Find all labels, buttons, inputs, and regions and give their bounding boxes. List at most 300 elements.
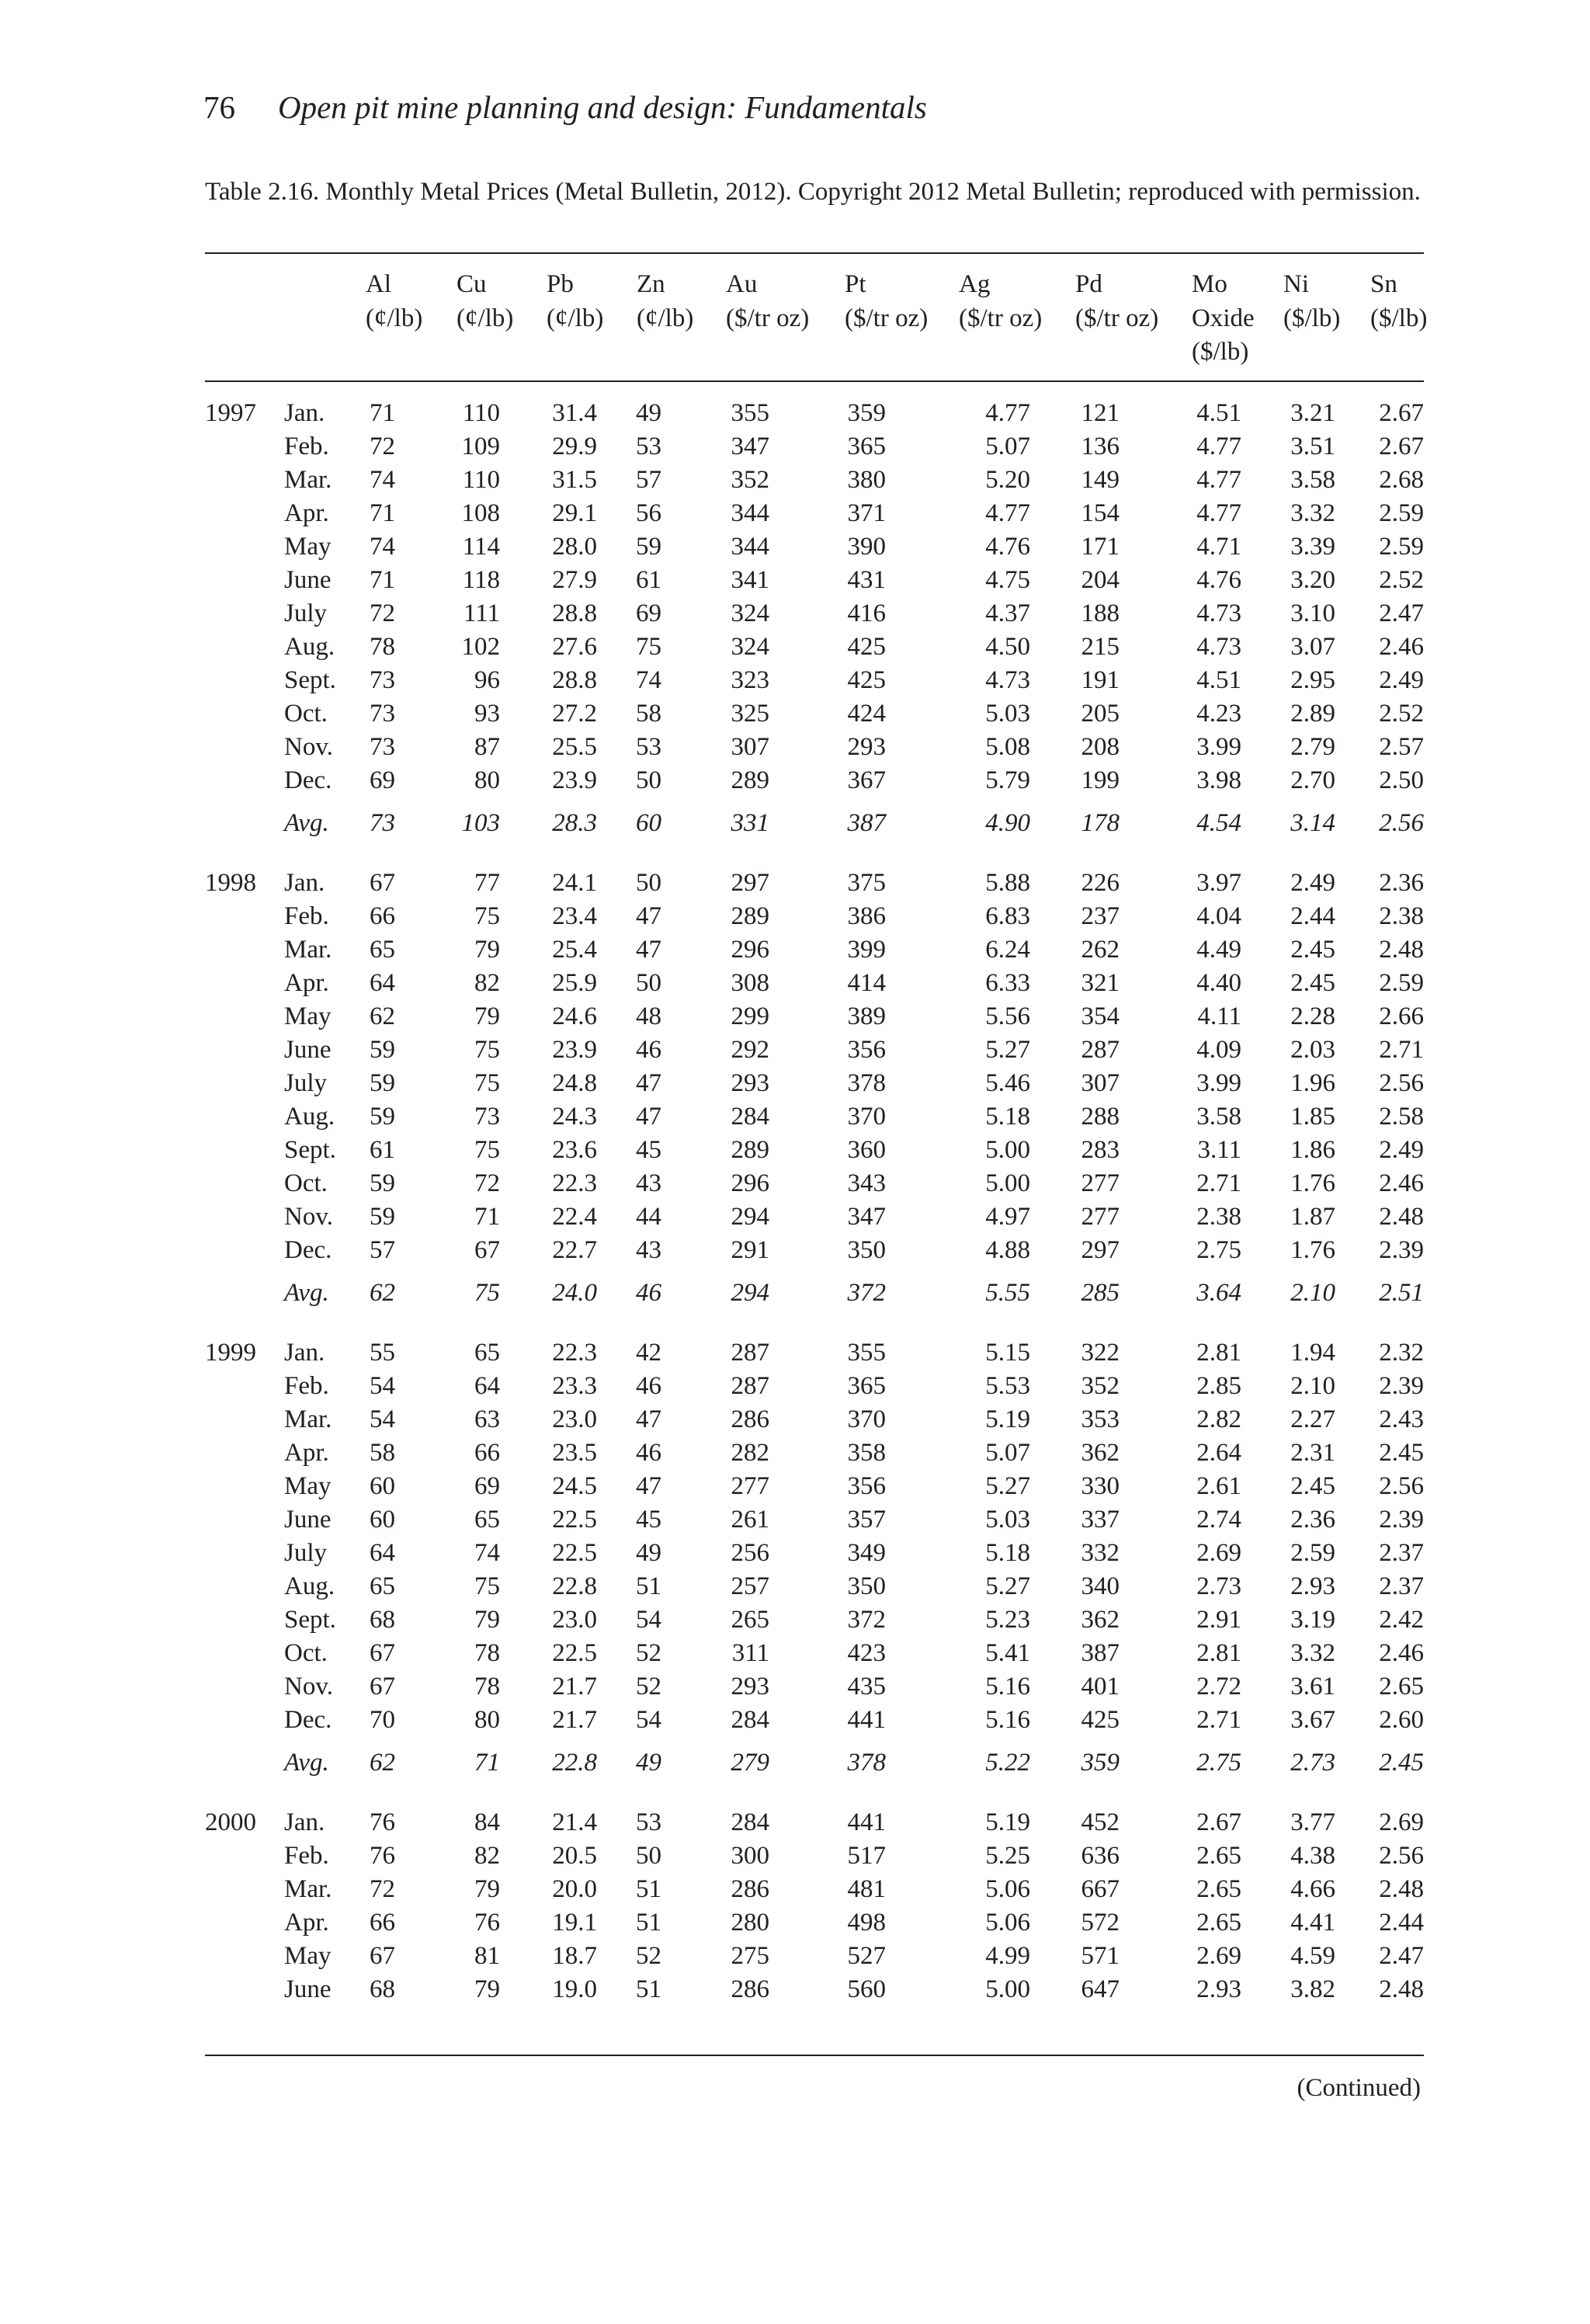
value-cell: 481 [847,1875,886,1903]
value-cell: 2.45 [1290,936,1335,964]
value-cell: 370 [847,1405,886,1433]
value-cell: 79 [474,1875,500,1903]
column-header-name: Zn [637,270,665,298]
value-cell: 54 [636,1706,661,1734]
table-row [0,1436,1590,1470]
table-row [0,1100,1590,1134]
value-cell: 56 [636,499,661,527]
month-cell: Feb. [284,1842,329,1870]
value-cell: 75 [474,1279,500,1307]
value-cell: 2.81 [1196,1339,1241,1367]
average-label-cell: Avg. [284,1749,329,1777]
value-cell: 2.49 [1379,1136,1424,1164]
value-cell: 4.11 [1197,1002,1241,1030]
value-cell: 65 [370,936,395,964]
value-cell: 21.4 [552,1808,597,1836]
value-cell: 215 [1081,633,1120,661]
value-cell: 84 [474,1808,500,1836]
value-cell: 2.52 [1379,566,1424,594]
table-row [0,1067,1590,1100]
month-cell: Apr. [284,1909,329,1937]
value-cell: 4.77 [985,499,1030,527]
value-cell: 527 [847,1942,886,1970]
month-cell: June [284,566,332,594]
value-cell: 103 [461,809,500,837]
value-cell: 75 [474,1069,500,1097]
table-row [0,731,1590,764]
column-header-name: Pb [547,270,574,298]
value-cell: 63 [474,1405,500,1433]
value-cell: 2.56 [1379,1069,1424,1097]
value-cell: 5.79 [985,766,1030,794]
value-cell: 74 [636,666,661,694]
value-cell: 5.16 [985,1706,1030,1734]
value-cell: 23.9 [552,1036,597,1064]
value-cell: 49 [636,1539,661,1567]
value-cell: 18.7 [552,1942,597,1970]
value-cell: 3.64 [1196,1279,1241,1307]
value-cell: 22.7 [552,1236,597,1264]
value-cell: 2.75 [1196,1749,1241,1777]
value-cell: 352 [731,466,769,494]
value-cell: 3.07 [1290,633,1335,661]
value-cell: 68 [370,1606,395,1634]
value-cell: 71 [370,499,395,527]
value-cell: 365 [847,432,886,460]
value-cell: 22.5 [552,1539,597,1567]
value-cell: 441 [847,1706,886,1734]
value-cell: 75 [474,1036,500,1064]
value-cell: 347 [847,1203,886,1231]
table-row [0,697,1590,731]
value-cell: 2.59 [1290,1539,1335,1567]
value-cell: 2.60 [1379,1706,1424,1734]
value-cell: 154 [1081,499,1120,527]
month-cell: June [284,1036,332,1064]
value-cell: 425 [847,633,886,661]
value-cell: 289 [731,766,769,794]
value-cell: 24.3 [552,1103,597,1131]
value-cell: 380 [847,466,886,494]
value-cell: 49 [636,1749,661,1777]
value-cell: 4.97 [985,1203,1030,1231]
table-row [0,1637,1590,1670]
value-cell: 204 [1081,566,1120,594]
month-cell: Aug. [284,1103,335,1131]
value-cell: 4.77 [985,399,1030,427]
value-cell: 188 [1081,599,1120,627]
value-cell: 498 [847,1909,886,1937]
value-cell: 79 [474,1606,500,1634]
value-cell: 31.4 [552,399,597,427]
value-cell: 47 [636,1069,661,1097]
value-cell: 2.71 [1196,1169,1241,1197]
value-cell: 108 [461,499,500,527]
value-cell: 5.27 [985,1036,1030,1064]
value-cell: 2.47 [1379,599,1424,627]
value-cell: 300 [731,1842,769,1870]
table-top-rule [205,252,1424,254]
value-cell: 2.48 [1379,1203,1424,1231]
value-cell: 44 [636,1203,661,1231]
table-row [0,1537,1590,1570]
value-cell: 299 [731,1002,769,1030]
value-cell: 46 [636,1279,661,1307]
value-cell: 24.6 [552,1002,597,1030]
value-cell: 3.21 [1290,399,1335,427]
value-cell: 73 [370,666,395,694]
value-cell: 297 [1081,1236,1120,1264]
value-cell: 72 [370,599,395,627]
table-bottom-rule [205,2055,1424,2056]
value-cell: 136 [1081,432,1120,460]
column-header-unit: ($/tr oz) [845,304,929,332]
value-cell: 50 [636,969,661,997]
value-cell: 2.38 [1379,902,1424,930]
value-cell: 425 [1081,1706,1120,1734]
value-cell: 60 [636,809,661,837]
value-cell: 72 [370,1875,395,1903]
value-cell: 67 [370,869,395,897]
value-cell: 69 [636,599,661,627]
value-cell: 378 [847,1749,886,1777]
month-cell: Oct. [284,1169,328,1197]
column-header-name: Pt [845,270,866,298]
value-cell: 64 [370,969,395,997]
table-row [0,1234,1590,1267]
value-cell: 72 [474,1169,500,1197]
value-cell: 2.37 [1379,1539,1424,1567]
value-cell: 2.48 [1379,1875,1424,1903]
value-cell: 5.22 [985,1749,1030,1777]
value-cell: 62 [370,1749,395,1777]
value-cell: 286 [731,1875,769,1903]
value-cell: 2.32 [1379,1339,1424,1367]
value-cell: 1.76 [1290,1236,1335,1264]
value-cell: 60 [370,1472,395,1500]
value-cell: 287 [731,1372,769,1400]
value-cell: 311 [731,1639,769,1667]
value-cell: 343 [847,1169,886,1197]
value-cell: 257 [731,1572,769,1600]
month-cell: Nov. [284,1673,333,1700]
table-row [0,1000,1590,1033]
value-cell: 67 [370,1942,395,1970]
value-cell: 1.87 [1290,1203,1335,1231]
value-cell: 5.15 [985,1339,1030,1367]
value-cell: 31.5 [552,466,597,494]
value-cell: 47 [636,936,661,964]
value-cell: 2.67 [1379,399,1424,427]
value-cell: 2.56 [1379,1842,1424,1870]
table-row [0,1200,1590,1234]
table-row [0,1704,1590,1737]
column-header-name: Au [726,270,758,298]
value-cell: 82 [474,1842,500,1870]
value-cell: 325 [731,700,769,728]
column-header-name: Pd [1075,270,1102,298]
value-cell: 2.10 [1290,1279,1335,1307]
value-cell: 24.5 [552,1472,597,1500]
value-cell: 323 [731,666,769,694]
value-cell: 1.96 [1290,1069,1335,1097]
value-cell: 355 [731,399,769,427]
average-label-cell: Avg. [284,1279,329,1307]
value-cell: 23.9 [552,766,597,794]
column-header-unit: Oxide [1192,304,1255,332]
value-cell: 65 [474,1339,500,1367]
value-cell: 6.83 [985,902,1030,930]
value-cell: 265 [731,1606,769,1634]
value-cell: 362 [1081,1439,1120,1467]
month-cell: June [284,1975,332,2003]
value-cell: 4.41 [1290,1909,1335,1937]
value-cell: 3.61 [1290,1673,1335,1700]
month-cell: Nov. [284,1203,333,1231]
page-number: 76 [203,89,235,125]
value-cell: 307 [1081,1069,1120,1097]
value-cell: 5.07 [985,1439,1030,1467]
table-row [0,397,1590,430]
value-cell: 294 [731,1203,769,1231]
value-cell: 28.8 [552,666,597,694]
value-cell: 208 [1081,733,1120,761]
column-header-name: Cu [457,270,487,298]
value-cell: 205 [1081,700,1120,728]
table-row [0,1503,1590,1537]
value-cell: 435 [847,1673,886,1700]
value-cell: 1.85 [1290,1103,1335,1131]
value-cell: 59 [370,1036,395,1064]
value-cell: 42 [636,1339,661,1367]
value-cell: 5.19 [985,1808,1030,1836]
value-cell: 77 [474,869,500,897]
value-cell: 2.69 [1379,1808,1424,1836]
value-cell: 54 [636,1606,661,1634]
value-cell: 324 [731,599,769,627]
value-cell: 2.59 [1379,533,1424,561]
value-cell: 29.9 [552,432,597,460]
value-cell: 667 [1081,1875,1120,1903]
value-cell: 2.44 [1290,902,1335,930]
value-cell: 2.59 [1379,499,1424,527]
value-cell: 59 [370,1103,395,1131]
value-cell: 23.6 [552,1136,597,1164]
value-cell: 2.65 [1196,1909,1241,1937]
value-cell: 2.49 [1379,666,1424,694]
value-cell: 307 [731,733,769,761]
column-header [1075,268,1158,335]
value-cell: 3.82 [1290,1975,1335,2003]
column-header-unit: ($/tr oz) [959,304,1043,332]
value-cell: 2.75 [1196,1236,1241,1264]
value-cell: 45 [636,1136,661,1164]
value-cell: 4.73 [1196,599,1241,627]
value-cell: 2.39 [1379,1236,1424,1264]
value-cell: 636 [1081,1842,1120,1870]
month-cell: Oct. [284,700,328,728]
table-average-row [0,1277,1590,1310]
value-cell: 2.59 [1379,969,1424,997]
value-cell: 5.18 [985,1103,1030,1131]
value-cell: 2.39 [1379,1506,1424,1534]
value-cell: 256 [731,1539,769,1567]
value-cell: 358 [847,1439,886,1467]
value-cell: 66 [370,1909,395,1937]
value-cell: 262 [1081,936,1120,964]
value-cell: 401 [1081,1673,1120,1700]
value-cell: 367 [847,766,886,794]
column-header [457,268,513,335]
month-cell: Oct. [284,1639,328,1667]
value-cell: 48 [636,1002,661,1030]
value-cell: 59 [370,1069,395,1097]
value-cell: 337 [1081,1506,1120,1534]
value-cell: 560 [847,1975,886,2003]
column-header [1370,268,1427,335]
value-cell: 4.04 [1196,902,1241,930]
value-cell: 2.36 [1379,869,1424,897]
table-row [0,631,1590,664]
value-cell: 52 [636,1673,661,1700]
value-cell: 4.50 [985,633,1030,661]
running-head [203,89,927,125]
table-header-rule [205,380,1424,382]
value-cell: 5.27 [985,1572,1030,1600]
month-cell: Sept. [284,666,336,694]
value-cell: 19.0 [552,1975,597,2003]
value-cell: 23.0 [552,1606,597,1634]
value-cell: 5.03 [985,700,1030,728]
value-cell: 50 [636,1842,661,1870]
month-cell: Dec. [284,766,332,794]
value-cell: 2.93 [1290,1572,1335,1600]
value-cell: 431 [847,566,886,594]
value-cell: 23.4 [552,902,597,930]
month-cell: Jan. [284,869,325,897]
value-cell: 3.10 [1290,599,1335,627]
value-cell: 79 [474,1975,500,2003]
value-cell: 2.46 [1379,1169,1424,1197]
value-cell: 118 [462,566,500,594]
table-average-row [0,807,1590,840]
value-cell: 24.1 [552,869,597,897]
value-cell: 22.3 [552,1169,597,1197]
value-cell: 67 [370,1673,395,1700]
value-cell: 2.48 [1379,936,1424,964]
value-cell: 74 [370,466,395,494]
value-cell: 5.18 [985,1539,1030,1567]
value-cell: 356 [847,1472,886,1500]
table-row [0,867,1590,900]
table-row [0,967,1590,1000]
table-row [0,1370,1590,1403]
column-header-name: Al [366,270,391,298]
value-cell: 21.7 [552,1706,597,1734]
value-cell: 3.99 [1196,733,1241,761]
table-row [0,1570,1590,1603]
table-row [0,1603,1590,1637]
value-cell: 55 [370,1339,395,1367]
table-row [0,1670,1590,1704]
value-cell: 279 [731,1749,769,1777]
value-cell: 76 [370,1808,395,1836]
value-cell: 72 [370,432,395,460]
value-cell: 2.50 [1379,766,1424,794]
value-cell: 29.1 [552,499,597,527]
value-cell: 69 [474,1472,500,1500]
value-cell: 331 [731,809,769,837]
value-cell: 78 [370,633,395,661]
value-cell: 110 [462,399,500,427]
value-cell: 52 [636,1639,661,1667]
value-cell: 287 [731,1339,769,1367]
value-cell: 43 [636,1236,661,1264]
value-cell: 2.95 [1290,666,1335,694]
value-cell: 20.5 [552,1842,597,1870]
column-header [845,268,928,335]
month-cell: Aug. [284,1572,335,1600]
column-header [726,268,809,335]
value-cell: 2.82 [1196,1405,1241,1433]
value-cell: 47 [636,1472,661,1500]
value-cell: 5.00 [985,1975,1030,2003]
value-cell: 349 [847,1539,886,1567]
value-cell: 22.3 [552,1339,597,1367]
value-cell: 3.19 [1290,1606,1335,1634]
value-cell: 2.03 [1290,1036,1335,1064]
table-row [0,464,1590,497]
value-cell: 68 [370,1975,395,2003]
value-cell: 277 [1081,1203,1120,1231]
table-row [0,1873,1590,1906]
value-cell: 65 [370,1572,395,1600]
value-cell: 2.68 [1379,466,1424,494]
value-cell: 3.58 [1196,1103,1241,1131]
value-cell: 82 [474,969,500,997]
value-cell: 275 [731,1942,769,1970]
value-cell: 2.37 [1379,1572,1424,1600]
column-header-unit: (¢/lb) [366,304,423,332]
table-row [0,1134,1590,1167]
value-cell: 73 [474,1103,500,1131]
value-cell: 2.43 [1379,1405,1424,1433]
value-cell: 282 [731,1439,769,1467]
value-cell: 4.66 [1290,1875,1335,1903]
value-cell: 2.58 [1379,1103,1424,1131]
month-cell: June [284,1506,332,1534]
value-cell: 354 [1081,1002,1120,1030]
value-cell: 3.20 [1290,566,1335,594]
value-cell: 49 [636,399,661,427]
column-header-name: Ni [1283,270,1309,298]
column-header [1283,268,1340,335]
value-cell: 399 [847,936,886,964]
table-row [0,530,1590,564]
value-cell: 2.65 [1379,1673,1424,1700]
value-cell: 2.73 [1290,1749,1335,1777]
value-cell: 5.56 [985,1002,1030,1030]
year-cell: 1998 [205,869,256,897]
month-cell: Feb. [284,432,329,460]
table-row [0,900,1590,933]
value-cell: 70 [370,1706,395,1734]
value-cell: 96 [474,666,500,694]
month-cell: Nov. [284,733,333,761]
value-cell: 75 [636,633,661,661]
value-cell: 2.71 [1379,1036,1424,1064]
value-cell: 73 [370,700,395,728]
